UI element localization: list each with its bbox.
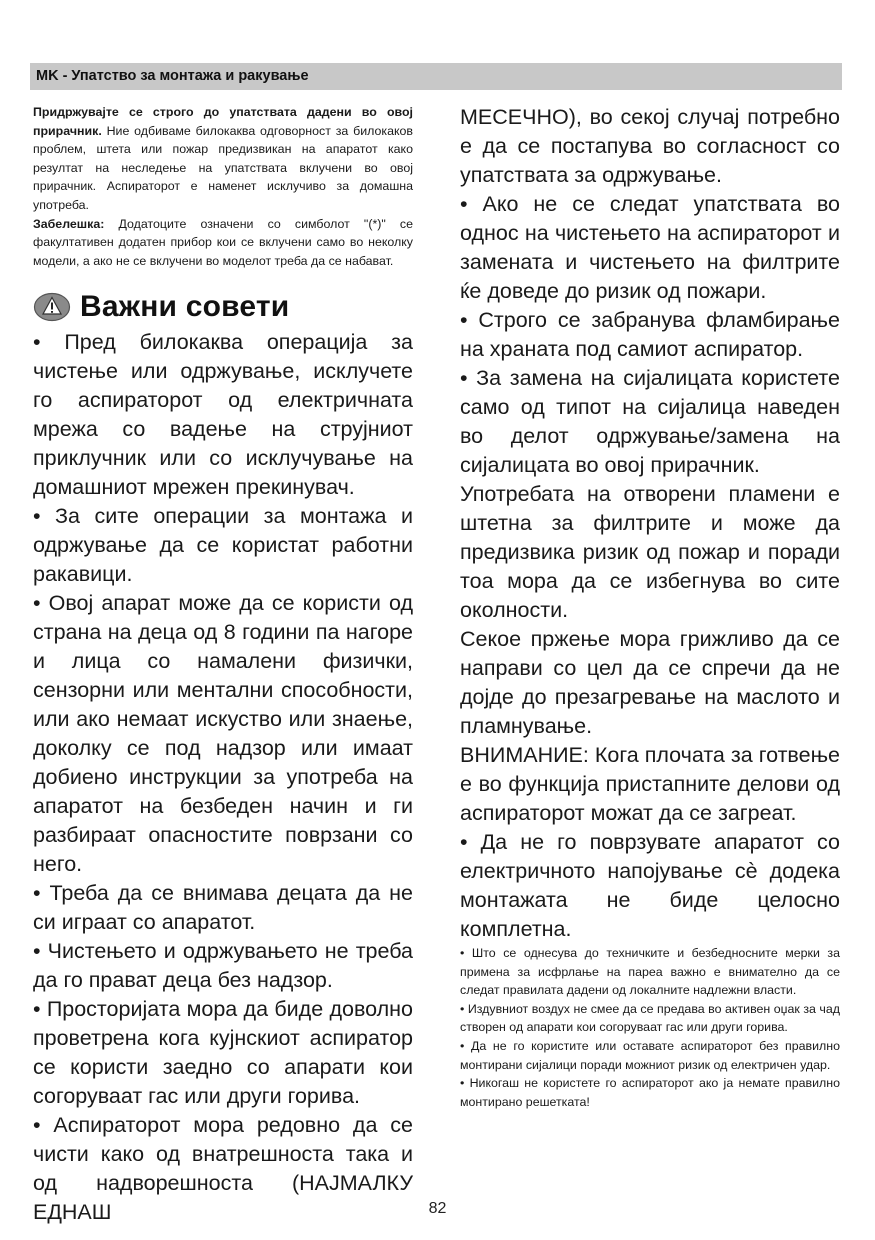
right-small-paragraph: • Никогаш не користете го аспираторот ако ја немате правилно монтирано решетката! bbox=[460, 1076, 840, 1109]
section-heading bbox=[33, 288, 413, 326]
warning-icon bbox=[33, 292, 71, 322]
right-small-paragraph: • Издувниот воздух не смее да се предава во активен оџак за чад створен од апарати кои согоруваат гас или други горива. bbox=[460, 1001, 840, 1035]
right-column bbox=[460, 103, 840, 1111]
section-title: Важни совети bbox=[80, 290, 290, 324]
intro-paragraph bbox=[33, 103, 413, 215]
left-column bbox=[33, 103, 413, 1227]
left-paragraph: • Аспираторот мора редовно да се чисти како од внатрешноста така и од надворешноста (НАЈМАЛКУ ЕДНАШ bbox=[33, 1113, 413, 1225]
right-paragraph: • Строго се забранува фламбирање на храната под самиот аспиратор. bbox=[460, 308, 840, 361]
left-paragraph: • Овој апарат може да се користи од страна на деца од 8 години па нагоре и лица со намалени физички, сензорни или ментални способности, или ако немаат искуство или знаење, доколку се под надзор или имаат добиено инструкции за употреба на апаратот на безбеден начин и ги разбираат опасностите поврзани со него. bbox=[33, 591, 413, 877]
right-paragraph: • Ако не се следат упатствата во однос на чистењето на аспираторот и замената и чистењето на филтрите ќе доведе до ризик од пожари. bbox=[460, 192, 840, 303]
right-small-paragraph: • Што се однесува до техничките и безбедносните мерки за примена за исфрлање на пареа важно е внимателно да се следат правилата дадени од локалните надлежни власти. bbox=[460, 946, 840, 998]
note-label: Забелешка: bbox=[33, 216, 105, 231]
right-paragraph: ВНИМАНИЕ: Кога плочата за готвење е во функција пристапните делови од аспираторот можат да се загреат. bbox=[460, 743, 840, 825]
right-small-paragraph: • Да не го користите или оставате аспираторот без правилно монтирани сијалици поради можниот ризик од електричен удар. bbox=[460, 1038, 840, 1072]
note-paragraph bbox=[33, 215, 413, 271]
page-number: 82 bbox=[428, 1200, 447, 1217]
header-title: MK - Упатство за монтажа и ракување bbox=[36, 68, 309, 84]
header-bar bbox=[30, 63, 842, 90]
note-text: Додатоците означени со симболот "(*)" се факултативен додатен прибор кои се вклучени само во неколку модели, а ако не се вклучени во моделот треба да се набават. bbox=[33, 216, 413, 268]
right-paragraph: • Да не го поврзувате апаратот со електричното напојување сè додека монтажата не биде целосно комплетна. bbox=[460, 830, 840, 941]
right-paragraph: • За замена на сијалицата користете само од типот на сијалица наведен во делот одржување/замена на сијалицата во овој прирачник. bbox=[460, 366, 840, 477]
right-paragraph: Секое пржење мора грижливо да се направи со цел да се спречи да не дојде до презагревање на маслото и пламнување. bbox=[460, 627, 840, 738]
left-paragraph: • Треба да се внимава децата да не си играат со апаратот. bbox=[33, 881, 413, 935]
left-paragraph: • Чистењето и одржувањето не треба да го прават деца без надзор. bbox=[33, 939, 413, 993]
intro-bold-lead: Придржувајте се строго до упатствата дадени во овој прирачник. bbox=[33, 105, 413, 138]
left-paragraph: • За сите операции за монтажа и одржување да се користат работни ракавици. bbox=[33, 504, 413, 587]
left-paragraph: • Пред билокаква операција за чистење или одржување, исклучете го аспираторот од електричната мрежа со вадење на струјниот приклучник или со исклучување на домашниот мрежен прекинувач. bbox=[33, 330, 413, 500]
right-paragraph: Употребата на отворени пламени е штетна за филтрите и може да предизвика ризик од пожар и поради тоа мора да се избегнува во сите околности. bbox=[460, 482, 840, 622]
left-paragraph: • Просторијата мора да биде доволно проветрена кога кујнскиот аспиратор се користи заедно со апарати кои согоруваат гас или други горива. bbox=[33, 997, 413, 1109]
right-paragraph: МЕСЕЧНО), во секој случај потребно е да се постапува во согласност со упатствата за одржување. bbox=[460, 105, 840, 187]
intro-text: Ние одбиваме билокаква одговорност за билокаков проблем, штета или пожар предизвикан на апаратот како резултат на неследење на упатствата вклучени во овој прирачник. Аспираторот е наменет исклучиво за домашна употреба. bbox=[33, 123, 413, 212]
